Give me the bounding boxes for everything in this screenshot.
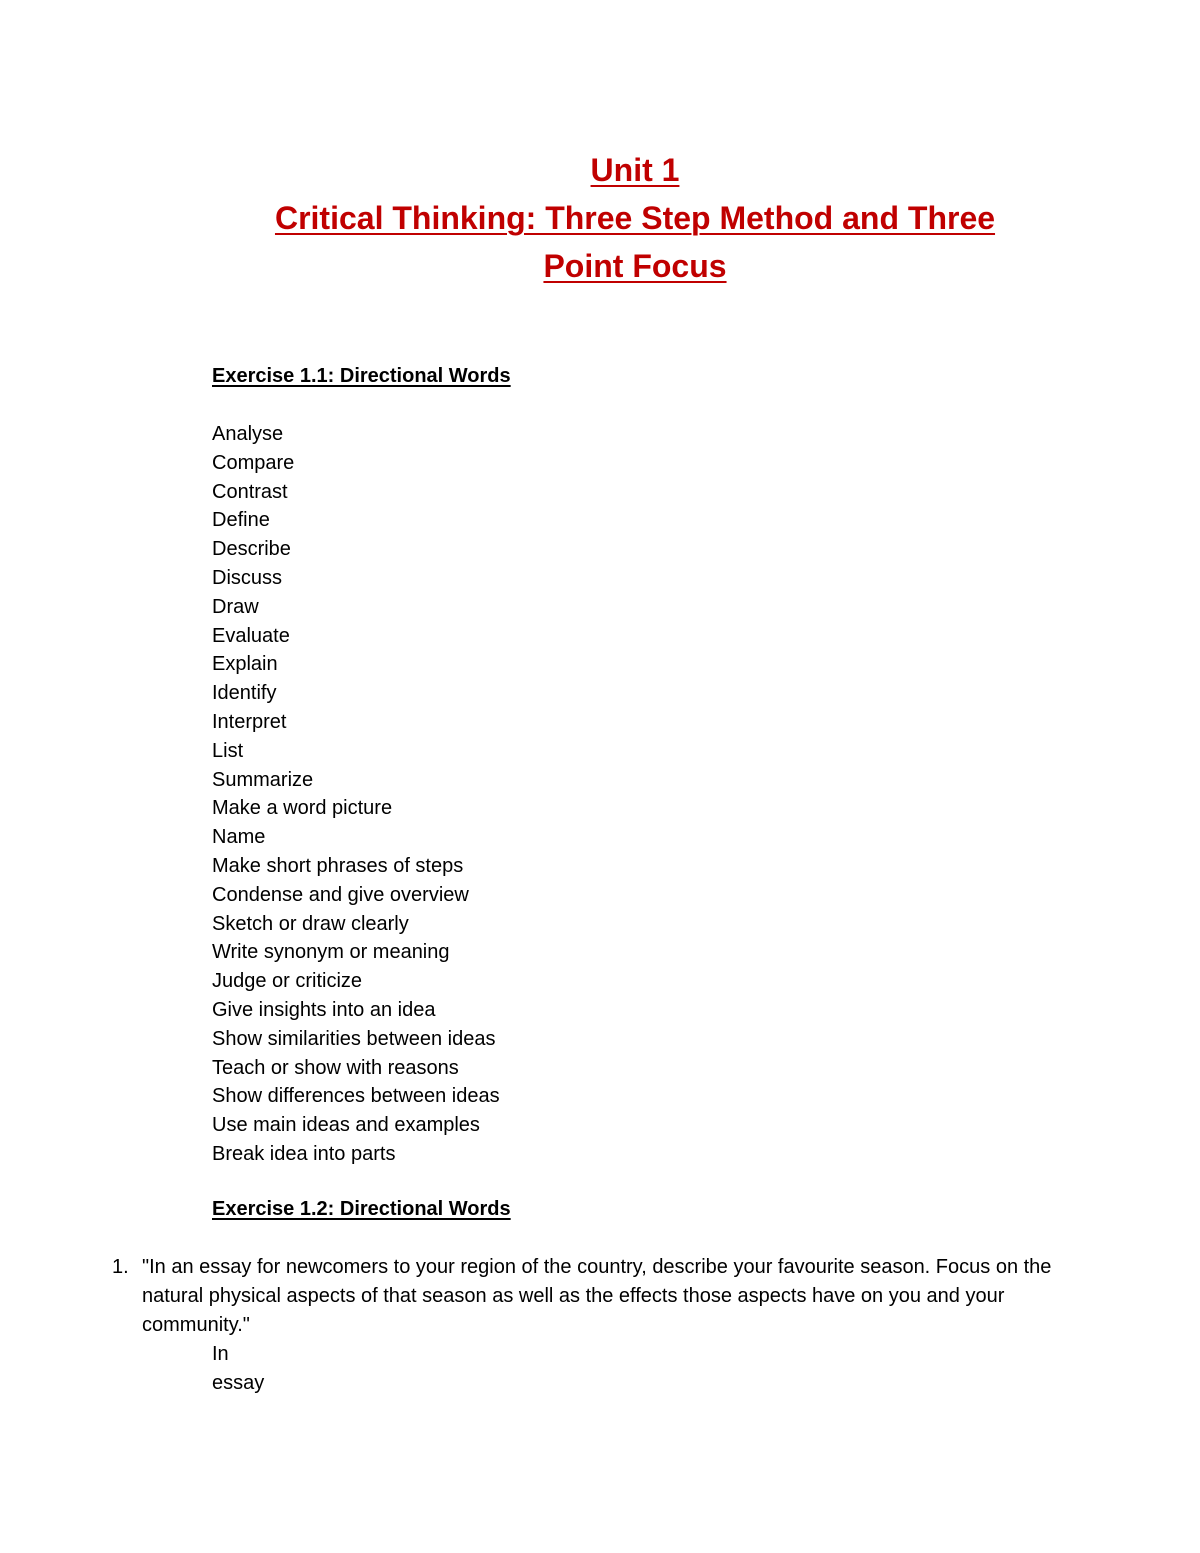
- list-item: Evaluate: [212, 624, 290, 647]
- question-1: [112, 1253, 1072, 1340]
- list-item: Use main ideas and examples: [212, 1114, 480, 1137]
- list-item: Give insights into an idea: [212, 998, 436, 1021]
- list-item: Contrast: [212, 480, 288, 503]
- list-item: Draw: [212, 595, 259, 618]
- list-item: Summarize: [212, 768, 314, 791]
- list-item: In: [212, 1343, 229, 1365]
- document-title: [150, 146, 1120, 290]
- list-item: Define: [212, 509, 270, 532]
- list-item: Write synonym or meaning: [212, 941, 450, 964]
- list-item: Identify: [212, 682, 277, 705]
- list-item: Interpret: [212, 710, 287, 733]
- list-item: Name: [212, 826, 266, 849]
- answer-words-list: [212, 1340, 264, 1398]
- exercise-1-1-heading: Exercise 1.1: Directional Words: [212, 365, 511, 387]
- list-item: Sketch or draw clearly: [212, 912, 409, 935]
- question-number: 1.: [112, 1256, 129, 1278]
- list-item: Condense and give overview: [212, 883, 469, 906]
- list-item: Make short phrases of steps: [212, 854, 464, 877]
- list-item: Show differences between ideas: [212, 1085, 500, 1108]
- list-item: Describe: [212, 538, 291, 561]
- directional-words-list: [212, 420, 500, 1169]
- title-unit: Unit 1: [590, 152, 680, 188]
- list-item: essay: [212, 1372, 265, 1394]
- list-item: Analyse: [212, 423, 284, 445]
- exercise-1-2-heading: Exercise 1.2: Directional Words: [212, 1198, 511, 1220]
- list-item: Discuss: [212, 566, 283, 589]
- list-item: Show similarities between ideas: [212, 1027, 496, 1050]
- title-topic-line-1: Critical Thinking: Three Step Method and Three: [274, 200, 996, 236]
- list-item: List: [212, 739, 244, 762]
- list-item: Judge or criticize: [212, 970, 363, 993]
- list-item: Make a word picture: [212, 797, 393, 820]
- list-item: Break idea into parts: [212, 1142, 396, 1165]
- list-item: Teach or show with reasons: [212, 1056, 459, 1079]
- list-item: Compare: [212, 451, 295, 474]
- question-text: "In an essay for newcomers to your region of the country, describe your favourite season. Focus on the natural physical aspects of that season as well as the effects those aspects have on you and your community.": [142, 1256, 1052, 1336]
- list-item: Explain: [212, 653, 278, 676]
- title-topic-line-2: Point Focus: [543, 248, 727, 284]
